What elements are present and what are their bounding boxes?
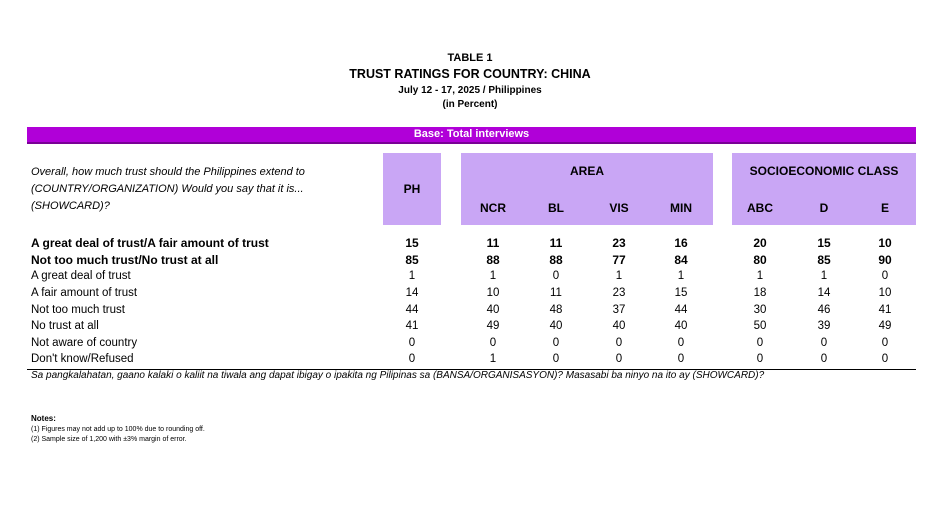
table-cell: 1 [615, 270, 623, 282]
table-cell: 50 [753, 320, 767, 332]
header-ncr: NCR [480, 201, 506, 215]
table-cell: 40 [549, 320, 563, 332]
table-cell: 1 [489, 353, 497, 365]
row-label: A fair amount of trust [31, 287, 138, 299]
table-cell: 0 [615, 337, 623, 349]
table-cell: 40 [674, 320, 688, 332]
table-cell: 0 [408, 353, 416, 365]
table-cell: 10 [878, 287, 892, 299]
table-cell: 44 [405, 304, 419, 316]
table-cell: 41 [878, 304, 892, 316]
table-cell: 0 [881, 270, 889, 282]
header-bl: BL [548, 201, 564, 215]
table-cell: 0 [881, 353, 889, 365]
table-cell: 14 [817, 287, 831, 299]
table-cell: 40 [612, 320, 626, 332]
table-title: TRUST RATINGS FOR COUNTRY: CHINA [349, 67, 591, 81]
header-abc: ABC [747, 201, 773, 215]
base-bar: Base: Total interviews [27, 127, 916, 142]
table-cell: 11 [486, 236, 500, 250]
table-cell: 0 [756, 337, 764, 349]
header-sec-label: SOCIOECONOMIC CLASS [749, 164, 899, 178]
table-cell: 46 [817, 304, 831, 316]
table-cell: 0 [677, 337, 685, 349]
table-cell: 15 [405, 236, 419, 250]
table-cell: 0 [677, 353, 685, 365]
table-cell: 41 [405, 320, 419, 332]
table-cell: 77 [612, 253, 626, 267]
table-cell: 1 [408, 270, 416, 282]
table-cell: 1 [489, 270, 497, 282]
table-cell: 30 [753, 304, 767, 316]
table-cell: 0 [820, 337, 828, 349]
table-cell: 44 [674, 304, 688, 316]
table-cell: 85 [817, 253, 831, 267]
table-cell: 80 [753, 253, 767, 267]
table-cell: 23 [612, 287, 626, 299]
table-cell: 0 [881, 337, 889, 349]
table-cell: 90 [878, 253, 892, 267]
row-label: A great deal of trust/A fair amount of trust [31, 236, 269, 250]
table-cell: 85 [405, 253, 419, 267]
table-dates: July 12 - 17, 2025 / Philippines [398, 85, 542, 96]
header-min: MIN [670, 201, 692, 215]
table-cell: 40 [486, 304, 500, 316]
row-label: Not too much trust/No trust at all [31, 253, 219, 267]
table-cell: 15 [674, 287, 688, 299]
table-cell: 14 [405, 287, 419, 299]
table-cell: 0 [615, 353, 623, 365]
question-text: Overall, how much trust should the Philippines extend to (COUNTRY/ORGANIZATION) Would you say that it is... (SHOWCARD)? [31, 166, 305, 212]
table-cell: 20 [753, 236, 767, 250]
table-cell: 0 [820, 353, 828, 365]
tagalog-question: Sa pangkalahatan, gaano kalaki o kaliit na tiwala ang dapat ibigay o ipakita ng Pilipinas sa (BANSA/ORGANISASYON)? Masasabi ba ninyo na ito ay (SHOWCARD)? [31, 370, 765, 381]
note-1: (1) Figures may not add up to 100% due to rounding off. [31, 426, 205, 433]
table-cell: 10 [486, 287, 500, 299]
row-label: Don't know/Refused [31, 353, 134, 365]
table-unit: (in Percent) [442, 99, 498, 110]
notes-title: Notes: [31, 414, 56, 423]
note-2: (2) Sample size of 1,200 with ±3% margin of error. [31, 436, 187, 443]
header-ph-label: PH [403, 182, 421, 196]
table-cell: 0 [489, 337, 497, 349]
table-cell: 0 [552, 353, 560, 365]
row-label: No trust at all [31, 320, 99, 332]
row-label: Not aware of country [31, 337, 138, 349]
table-cell: 88 [549, 253, 563, 267]
table-cell: 0 [408, 337, 416, 349]
table-number: TABLE 1 [447, 52, 493, 64]
base-rule [27, 142, 916, 144]
table-cell: 39 [817, 320, 831, 332]
table-cell: 15 [817, 236, 831, 250]
table-cell: 0 [552, 270, 560, 282]
table-cell: 48 [549, 304, 563, 316]
table-cell: 10 [878, 236, 892, 250]
table-cell: 1 [677, 270, 685, 282]
table-cell: 16 [674, 236, 688, 250]
row-label: A great deal of trust [31, 270, 131, 282]
table-cell: 1 [820, 270, 828, 282]
table-cell: 23 [612, 236, 626, 250]
table-cell: 0 [756, 353, 764, 365]
table-cell: 11 [550, 287, 562, 299]
table-cell: 84 [674, 253, 688, 267]
row-label: Not too much trust [31, 304, 125, 316]
header-area-label: AREA [569, 164, 604, 178]
table-cell: 88 [486, 253, 500, 267]
header-e: E [880, 201, 889, 215]
table-cell: 0 [552, 337, 560, 349]
table-cell: 49 [878, 320, 892, 332]
header-d: D [819, 201, 829, 215]
table-cell: 1 [756, 270, 764, 282]
table-cell: 49 [486, 320, 500, 332]
table-cell: 18 [753, 287, 767, 299]
table-cell: 11 [549, 236, 563, 250]
header-vis: VIS [609, 201, 629, 215]
table-cell: 37 [612, 304, 626, 316]
